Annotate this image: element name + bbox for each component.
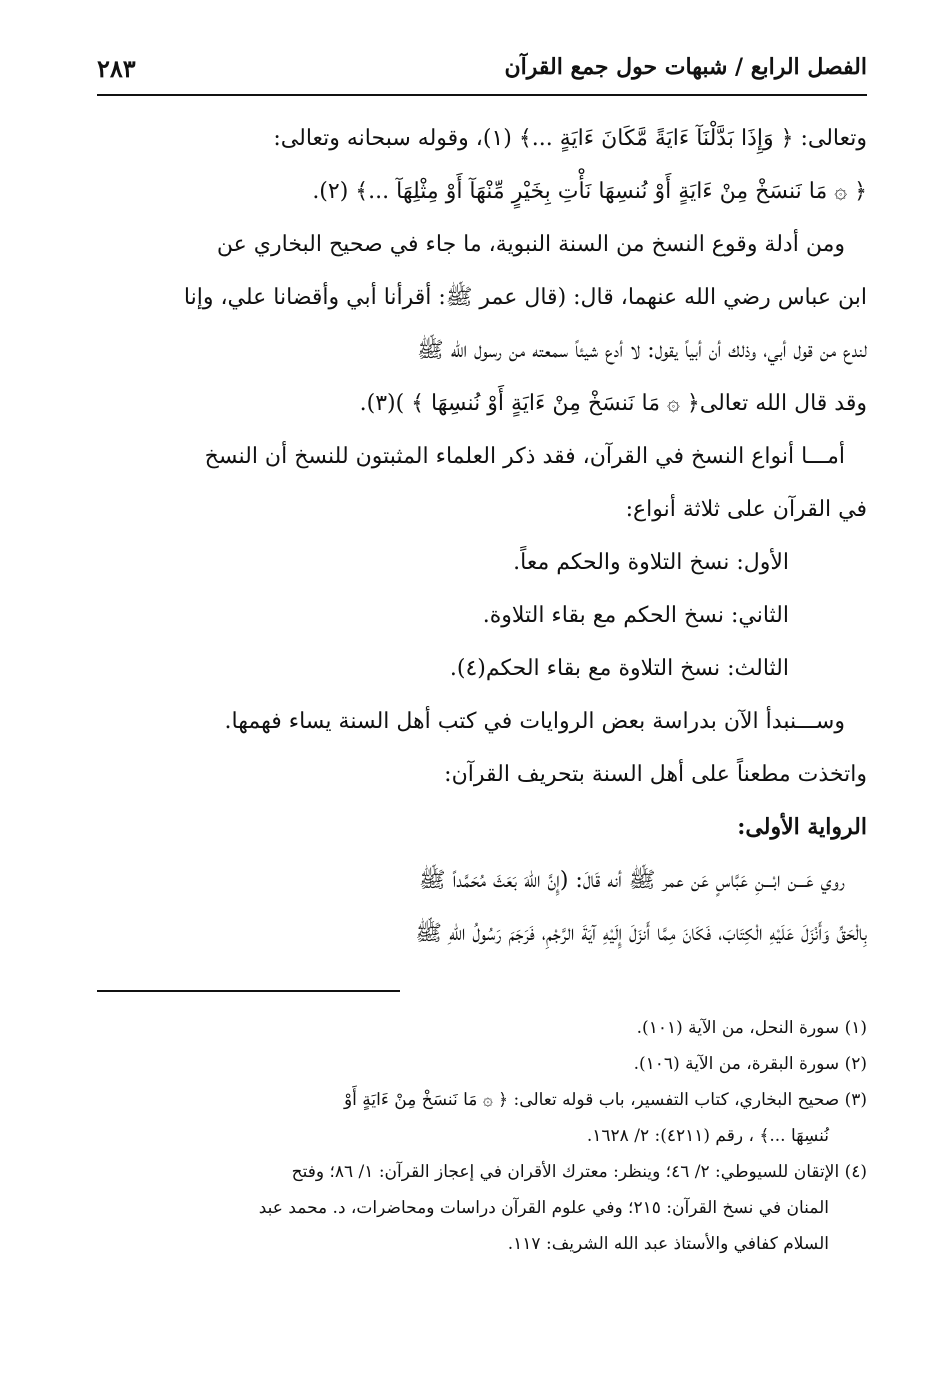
- text-line: في القرآن على ثلاثة أنواع:: [625, 497, 867, 522]
- list-item: الثالث: نسخ التلاوة مع بقاء الحكم(٤).: [449, 656, 789, 681]
- footnote: (٢) سورة البقرة، من الآية (١٠٦).: [633, 1054, 867, 1074]
- footnotes: [97, 1010, 867, 1262]
- footnote-continuation: نُنسِهَا ...﴾ ، رقم (٤٢١١): ٢/ ١٦٢٨.: [586, 1126, 829, 1146]
- text-line: وســـنبدأ الآن بدراسة بعض الروايات في كتب أهل السنة يساء فهمها.: [224, 709, 845, 734]
- footnote-continuation: المنان في نسخ القرآن: ٢١٥؛ وفي علوم القرآن دراسات ومحاضرات، د. محمد عبد: [258, 1198, 829, 1218]
- section-heading: الرواية الأولى:: [737, 814, 867, 840]
- text-line: بِالْحَقِّ وَأَنْزَلَ عَلَيْهِ الْكِتَابَ، فَكَانَ مِمَّا أَنزَلَ إِلَيْهِ آيَةَ الرَّجْمِ، فَرَجَمَ رَسُولُ اللهِ ﷺ: [415, 921, 867, 946]
- footnote-continuation: السلام كفافي والأستاذ عبد الله الشريف: ١١٧.: [507, 1234, 829, 1254]
- page-number: ٢٨٣: [97, 54, 136, 83]
- footnote: (٣) صحيح البخاري، كتاب التفسير، باب قوله تعالى: ﴿ ۞ مَا نَنسَخْ مِنْ ءَايَةٍ أَوْ: [343, 1090, 867, 1110]
- text-line: أمـــا أنواع النسخ في القرآن، فقد ذكر العلماء المثبتون للنسخ أن النسخ: [204, 444, 845, 469]
- list-item: الثاني: نسخ الحكم مع بقاء التلاوة.: [482, 603, 789, 628]
- footnote: (١) سورة النحل، من الآية (١٠١).: [636, 1018, 867, 1038]
- text-line: ومن أدلة وقوع النسخ من السنة النبوية، ما جاء في صحيح البخاري عن: [216, 232, 845, 257]
- list-item: الأول: نسخ التلاوة والحكم معاً.: [513, 550, 789, 575]
- footnote-separator: [97, 990, 400, 992]
- text-line: وقد قال الله تعالى﴿ ۞ مَا نَنسَخْ مِنْ ءَايَةٍ أَوْ نُنسِهَا ﴾ )(٣).: [359, 391, 867, 416]
- text-line: وتعالى: ﴿ وَإِذَا بَدَّلْنَآ ءَايَةً مَّكَانَ ءَايَةٍ ...﴾ (١)، وقوله سبحانه وتعالى:: [273, 126, 867, 151]
- text-line: ابن عباس رضي الله عنهما، قال: (قال عمر ﷺ: أقرأنا أبي وأقضانا علي، وإنا: [183, 285, 867, 310]
- running-header: [97, 50, 867, 96]
- text-line: روي عَـــن ابْـــنِ عَبَّاسٍ عَن عمر ﷺ أنه قَالَ: (إِنَّ اللهَ بَعَثَ مُحَمَّداً ﷺ: [418, 868, 845, 893]
- chapter-title: الفصل الرابع / شبهات حول جمع القرآن: [504, 54, 867, 80]
- footnote: (٤) الإتقان للسيوطي: ٢/ ٤٦؛ وينظر: معترك الأقران في إعجاز القرآن: ١/ ٨٦؛ وفتح: [291, 1162, 867, 1182]
- text-line: ﴿ ۞ مَا نَنسَخْ مِنْ ءَايَةٍ أَوْ نُنسِهَا نَأْتِ بِخَيْرٍ مِّنْهَآ أَوْ مِثْلِهَآ ...﴾ (٢).: [312, 179, 867, 204]
- text-line: واتخذت مطعناً على أهل السنة بتحريف القرآن:: [444, 762, 867, 787]
- main-text: [97, 112, 867, 960]
- text-line: لندع من قول أبي، وذلك أن أبياً يقول: لا أدع شيئاً سمعته من رسول الله ﷺ: [417, 338, 867, 363]
